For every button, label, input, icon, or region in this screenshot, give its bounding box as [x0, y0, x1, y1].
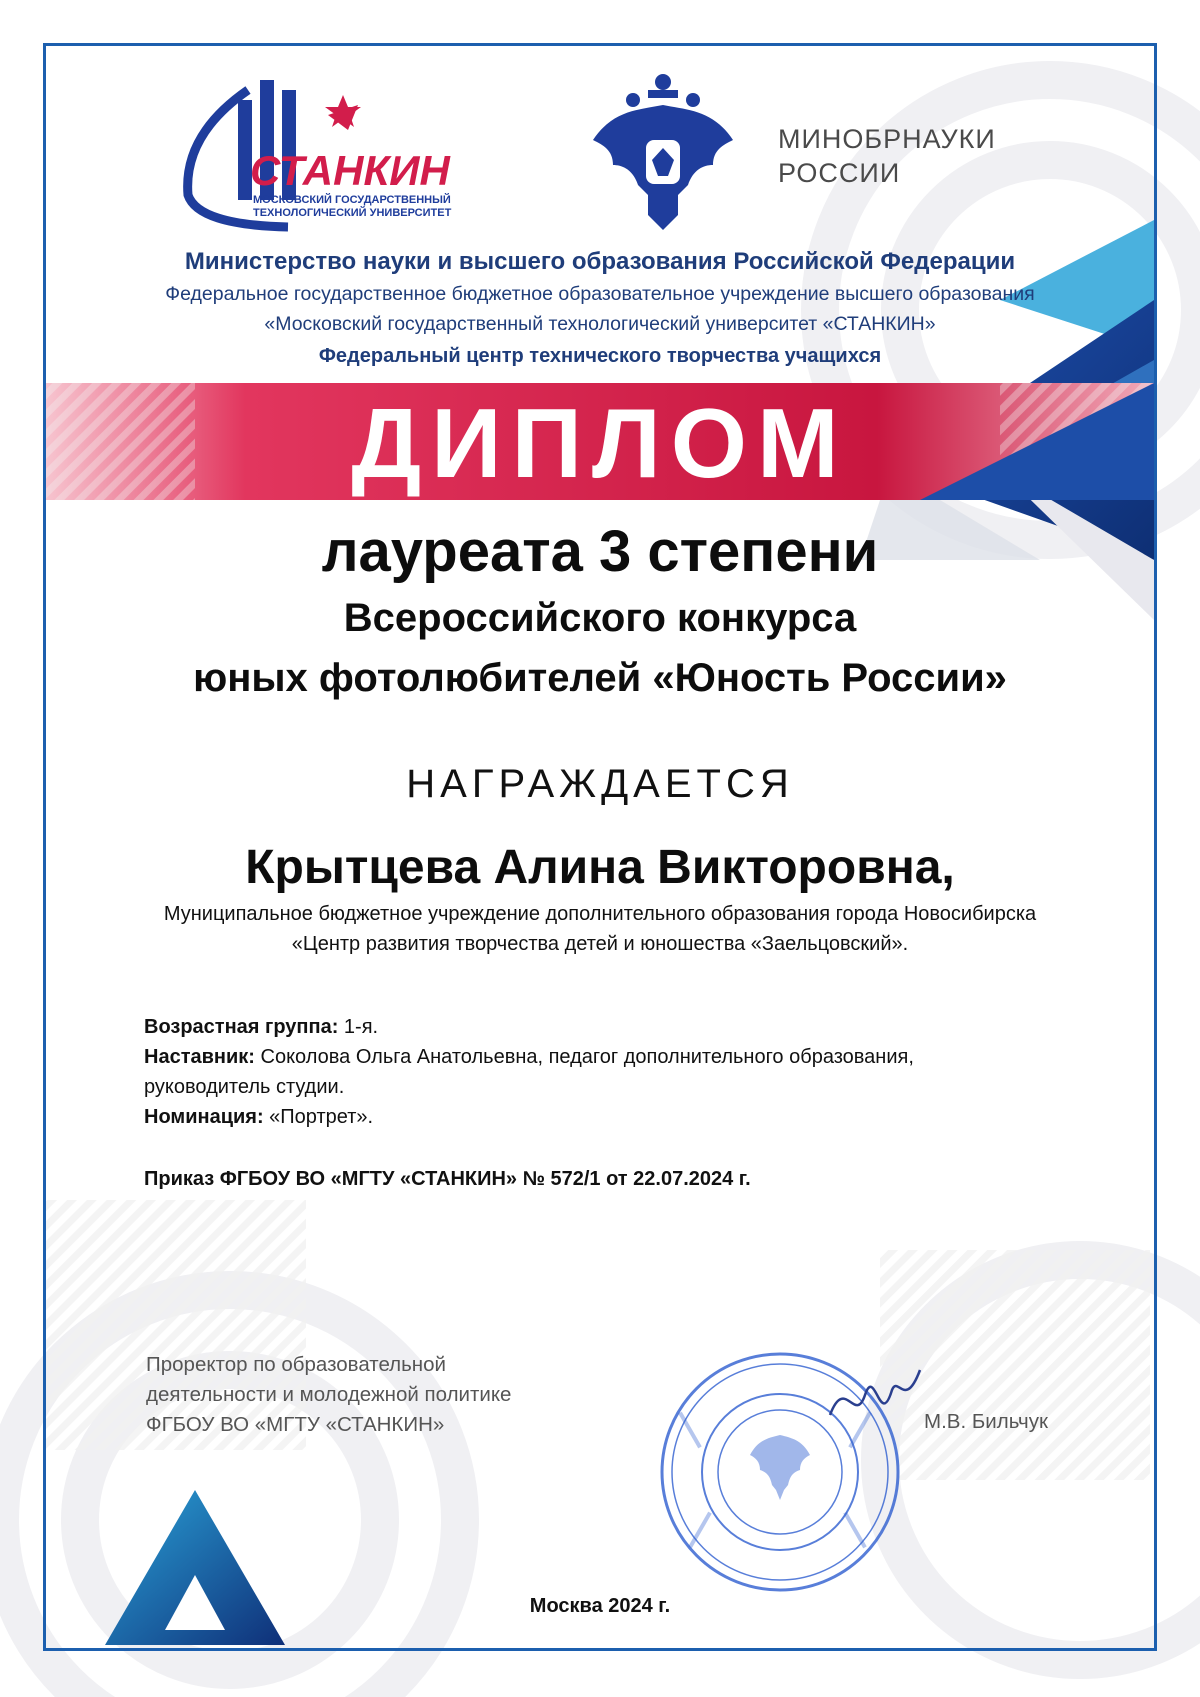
- header-line-3: «Московский государственный технологический университет «СТАНКИН»: [264, 313, 936, 335]
- organization-line-2: «Центр развития творчества детей и юношества «Заельцовский».: [291, 933, 909, 955]
- ministry-logo: [778, 122, 996, 190]
- age-group-label: Возрастная группа:: [144, 1016, 339, 1038]
- mentor-value: Соколова Ольга Анатольевна, педагог дополнительного образования,: [254, 1046, 914, 1068]
- header-line-2: Федеральное государственное бюджетное образовательное учреждение высшего образования: [165, 283, 1035, 305]
- stankin-logo-subtitle-2: ТЕХНОЛОГИЧЕСКИЙ УНИВЕРСИТЕТ: [253, 207, 452, 219]
- order-reference: Приказ ФГБОУ ВО «МГТУ «СТАНКИН» № 572/1 от 22.07.2024 г.: [144, 1168, 751, 1190]
- handwritten-signature: [820, 1355, 930, 1435]
- nomination-label: Номинация:: [144, 1106, 264, 1128]
- corner-triangle-logo: [95, 1480, 295, 1650]
- signatory-position: [146, 1350, 511, 1440]
- mentor-label: Наставник:: [144, 1046, 255, 1068]
- age-group-row: [144, 1012, 1044, 1042]
- ministry-logo-line-2: РОССИИ: [778, 158, 901, 188]
- signer-name: М.В. Бильчук: [924, 1410, 1048, 1433]
- diploma-banner-title: ДИПЛОМ: [351, 388, 849, 498]
- title-line-2: Всероссийского конкурса: [343, 596, 857, 640]
- title-line-3: юных фотолюбителей «Юность России»: [193, 656, 1007, 700]
- nomination-value: «Портрет».: [263, 1106, 374, 1128]
- recipient-name: Крытцева Алина Викторовна,: [245, 841, 955, 894]
- mentor-row: [144, 1042, 1044, 1072]
- position-line-3: ФГБОУ ВО «МГТУ «СТАНКИН»: [146, 1413, 445, 1436]
- header-line-1: Министерство науки и высшего образования Российской Федерации: [184, 248, 1016, 275]
- city-year: Москва 2024 г.: [529, 1595, 671, 1617]
- title-line-1: лауреата 3 степени: [321, 519, 879, 584]
- age-group-value: 1-я.: [338, 1016, 379, 1038]
- coat-of-arms-icon: [588, 70, 738, 235]
- organization-line-1: Муниципальное бюджетное учреждение дополнительного образования города Новосибирска: [163, 903, 1037, 925]
- award-details: [144, 1012, 1044, 1132]
- nomination-row: [144, 1102, 1044, 1132]
- mentor-value-continued: руководитель студии.: [144, 1076, 345, 1098]
- awarded-label: НАГРАЖДАЕТСЯ: [406, 762, 794, 806]
- position-line-2: деятельности и молодежной политике: [146, 1383, 512, 1406]
- header-line-4: Федеральный центр технического творчества учащихся: [318, 345, 882, 367]
- stankin-logo: [178, 75, 488, 240]
- stankin-logo-subtitle-1: МОСКОВСКИЙ ГОСУДАРСТВЕННЫЙ: [253, 194, 451, 206]
- ministry-logo-line-1: МИНОБРНАУКИ: [778, 124, 996, 154]
- position-line-1: Проректор по образовательной: [146, 1353, 446, 1376]
- stankin-logo-text: СТАНКИН: [250, 147, 450, 194]
